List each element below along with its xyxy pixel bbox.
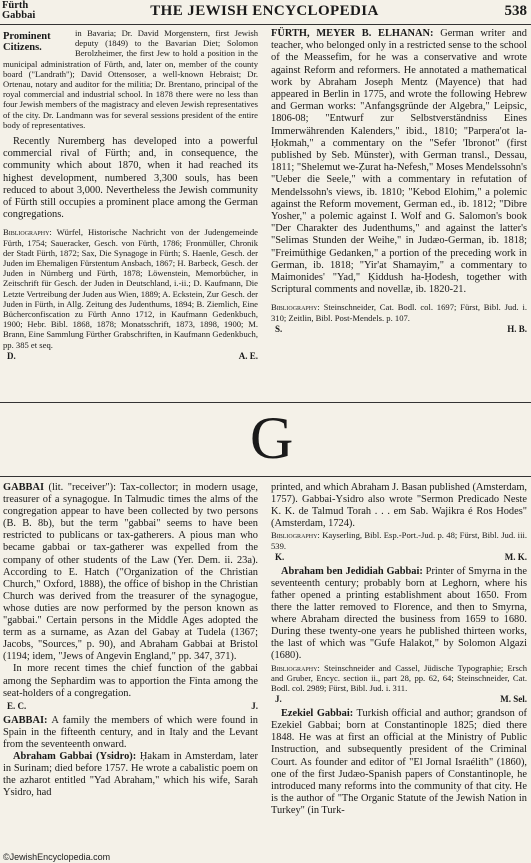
article-signature [271,552,527,563]
running-head-entry-last: Gabbai [2,10,36,21]
bibliography-label: Bibliography: [271,302,320,313]
furth-meyer-entry [271,28,527,296]
bibliography-label: Bibliography: [271,530,320,541]
signature-right: J. [251,700,258,711]
bibliography-label: Bibliography: [3,227,52,238]
page-number: 538 [504,3,527,19]
section-rule-bottom [0,476,531,477]
article-signature [271,324,527,335]
gabbai-ysidro-bibliography [271,530,527,550]
header-rule [0,24,531,25]
entry-heading: GABBAI [3,482,44,493]
page-title: THE JEWISH ENCYCLOPEDIA [150,3,379,19]
abraham-gabbai-entry [3,751,258,799]
entry-heading: Ezekiel Gabbai: [281,708,354,720]
section-letter: G [250,405,294,471]
signature-left: E. C. [7,700,27,711]
entry-text: Turkish official and author; grandson of Ezekiel Gabbai; born at Constantinople 1825; died there 1848. He was at first an official at the Ministry of Public Instruction, and subsequently president of the Criminal Court. As founder and editor of "El Jornal Israélith" (1860), one of the first Judæo-Spanish papers of Constantinople, he introduced many reforms into the community of that city. He is the author of "The Organic Statute of the Jewish Nation in Turkey" (in Turk- [271,708,527,816]
entry-text: Printer of Smyrna in the seventeenth century; probably born at Leghorn, where his father opened a printing establishment about 1650. From there the latter removed to Florence, and then to Smyrna, where Abraham directed the business from 1659 to 1680. During these twenty-one years he published thirteen works, the last of which was "Gufe Halakot," by Solomon Algazi (1680). [271,565,527,662]
furth-citizens-paragraph [3,28,258,130]
gabbai-family-entry [3,715,258,751]
entry-heading: GABBAI: [3,714,48,726]
entry-text: German writer and teacher, who belonged only in a restricted sense to the school of the Meassefim, for he was a conservative and wrote against Reform and reformers. He annotated a mathematical work by Abraham Joseph Mentz (Mayence) that had appeared in Berlin in 1775, and wrote the following Hebrew and German works: "Anfangsgründe der Algebra," Leipsic, 1806-08; "Entwurf zur Selbstverständniss Eines Immerwährenden Kalenders," ibid., 1810; "Parpera'ot la-Ḥokmah," a commentary on the "Sefer 'Ibronot" (first published by Seb. Münster), with German transl., Dessau, 1811; "Shelemut we-Ẓurat ha-Nefesh," Moses Mendelssohn's "Ueber die Seele," with a commentary in refutation of Mendelssohn's views, ib. 1810; "Kebod Elohim," a polemic against the Reform movement, German ed., ib. 1812; "Dibre Yosher," a polemic against I. Wolf and G. Salomon's book "Der Charakter des Judenthums," and against the latter's "Selimas Stunden der Weihe," in Judæo-German, ib. 1818; "Freimüthige Gedanken," a portion of the preceding work in German, ib. 1818; "Yir'at Shamayim," a commentary to Maimonides' "Yad," Ḳiddush ha-Ḥodesh, together with Scriptural comments and novellæ, ib. 1820-21. [271,28,527,296]
abraham-jedidiah-bibliography [271,663,527,694]
right-column-lower [271,482,527,817]
section-rule-top [0,402,531,403]
bibliography-text: Steinschneider and Cassel, Jüdische Typographie; Ersch and Gruber, Encyc. section ii., part 28, pp. 62, 64; Steinschneider, Cat. Bodl. col. 2989; Fürst, Bibl. Jud. i. 311. [271,662,527,693]
bibliography-label: Bibliography: [271,662,320,673]
signature-left: J. [275,694,282,705]
bibliography-text: Kayserling, Bibl. Esp.-Port.-Jud. p. 48; Fürst, Bibl. Jud. iii. 539. [271,530,527,551]
article-signature [3,701,258,712]
signature-left: K. [275,551,285,562]
gabbai-sephardim-paragraph: In more recent times the chief function of the gabbai among the Sephardim was to apportion the Finta among the seat-holders of a congregation. [3,663,258,699]
left-column-lower [3,482,258,799]
source-watermark: ©JewishEncyclopedia.com [3,852,111,862]
right-column-upper [271,28,527,338]
furth-bibliography [3,227,258,349]
signature-left: S. [275,323,283,334]
left-column-upper [3,28,258,365]
running-head-entry-first: Fürth [2,0,29,11]
bibliography-text: Steinschneider, Cat. Bodl. col. 1697; Fürst, Bibl. Jud. i. 310; Zeitlin, Bibl. Post-Mendels. p. 107. [271,302,527,323]
entry-text: A family the members of which were found in Spain in the fifteenth century, and in Italy and the Levant from the seventeenth onward. [3,714,258,750]
entry-text: (lit. "receiver"): Tax-collector; in modern usage, treasurer of a synagogue. In Talmudic times the alms of the congregation appear to have been collected by two persons (B. B. 8b), but the term "gabbai" seems to have been restricted to publicans or tax-gatherers. A pious man who became gabbai or tax-gatherer was expelled from the company of other students of the Law (Yer. Dem. ii. 23a). According to E. Hatch ("Organization of the Christian Church," Oxford, 1888), the office of bishop in the Christian Church was derived from the treasurer of the synagogue, whose duties are now performed by the person known as "gabbai." Certain persons in the Middle Ages adopted the term as a surname, as Azan del Gabay at Tudela (1367; Jacobs, "Sources," p. 90), and Abraham Gabbai at Bristol (1194; idem, "Jews of Angevin England," pp. 347, 371). [3,482,258,663]
signature-right: M. K. [504,551,527,562]
ezekiel-gabbai-entry [271,708,527,817]
page-header [2,0,527,24]
signature-right: M. Sel. [500,694,527,705]
gabbai-ysidro-continuation: printed, and which Abraham J. Basan published (Amsterdam, 1757). Gabbai-Ysidro also wrote "Sermon Predicado Neste K. K. de Talmud Torah . . . em Sab. Wajikra é Ros Hodes" (Amsterdam, 1724). [271,482,527,530]
signature-right: A. E. [238,350,258,361]
entry-heading: FÜRTH, MEYER B. ELHANAN: [271,28,434,39]
furth-community-paragraph: Recently Nuremberg has developed into a powerful commercial rival of Fürth; and, in consequence, the community which about 1870, when it had reached its highest development, numbered 3,300 souls, has been reduced to about 3,000. Nevertheless the Jewish community of Fürth still occupies a prominent place among the German congregations. [3,136,258,221]
marginal-note: Prominent Citizens. [3,31,51,53]
article-signature [271,694,527,705]
signature-right: H. B. [507,323,527,334]
abraham-jedidiah-entry [271,566,527,663]
article-signature [3,351,258,362]
furth-citizens-text: in Bavaria; Dr. David Morgenstern, first Jewish deputy (1849) to the Bavarian Diet; Solomon Berolzheimer, the first Jew to hold a position in the municipal administration of Fürth, and, later on, member of the county board ("Landrath"); David Ottensoser, a well-known Hebraist; Dr. Ortenau, notary and auditor for the militia; Dr. Brentano, principal of the royal commercial and industrial school. In 1878 there were no less than four Jewish members of the magistracy and eleven Jewish representatives of the city. Dr. Landmann was for several sessions president of the entire body of representatives. [3,28,258,130]
signature-left: D. [7,350,16,361]
entry-text: Ḥakam in Amsterdam, later in Surinam; died before 1757. He wrote a cabalistic poem on the azharot entitled "Yad Abraham," which his wife, Sarah Ysidro, had [3,750,258,799]
entry-heading: Abraham Gabbai (Ysidro): [13,750,137,762]
bibliography-text: Würfel, Historische Nachricht von der Judengemeinde Fürth, 1754; Saueracker, Gesch. von Fürth, 1786; Fronmüller, Chronik der Stadt Fürth, 1872; Sax, Die Synagoge in Fürth; S. Haenle, Gesch. der Juden im Ehemaligen Fürstentum Ansbach, 1867; H. Barbeck, Gesch. der Juden in Nürnberg und Fürth, 1878; Löwenstein, Memorbücher, in Zeitschrift für Gesch. der Juden in Deutschland, i.-ii.; D. Kaufmann, Die Letzte Vertreibung der Juden aus Wien, 1889; A. Eckstein, Zur Gesch. der Juden in Fürth, in Allg. Zeitung des Judenthums, 1894; B. Ziemlich, Eine Bücherconfiscation zu Fürth Anno 1712, in Kaufmann Gedenkbuch, 1900; Hebr. Bibl. 1868, 1878; Monatsschrift, 1873, 1898, 1900; M. Brann, Eine Sammlung Fürther Grabschriften, in Kaufmann Gedenkbuch, pp. 385 et seq. [3,227,258,350]
furth-meyer-bibliography [271,302,527,322]
gabbai-entry [3,482,258,663]
entry-heading: Abraham ben Jedidiah Gabbai: [281,565,423,577]
